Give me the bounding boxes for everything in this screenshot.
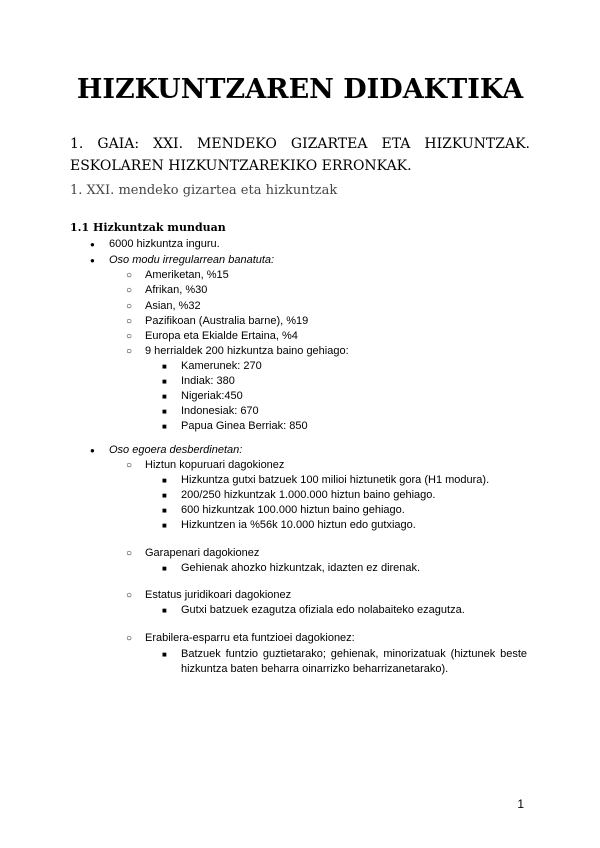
list-item: ○ Pazifikoan (Australia barne), %19	[145, 314, 308, 329]
list-item: ■ Batzuek funtzio guztietarako; gehienak, minorizatuak (hiztunek beste hizkuntza baten beharra oinarrizko beharrizanetarako).	[181, 647, 527, 677]
page-number: 1	[517, 797, 524, 811]
list-item: ■ Hizkuntzen ia %56k 10.000 hiztun edo gutxiago.	[181, 518, 416, 533]
list-item: ■ Nigeriak:450	[181, 389, 243, 404]
list-item: ○ Hiztun kopuruari dagokionez	[145, 458, 284, 473]
list-item: ■ Gutxi batzuek ezagutza ofiziala edo nolabaiteko ezagutza.	[181, 603, 465, 618]
list-item: ■ 200/250 hizkuntzak 1.000.000 hiztun baino gehiago.	[181, 488, 435, 503]
list-item: ○ Erabilera-esparru eta funtzioei dagokionez:	[145, 631, 355, 646]
list-item: ■ Gehienak ahozko hizkuntzak, idazten ez direnak.	[181, 561, 420, 576]
list-item: ○ Afrikan, %30	[145, 283, 207, 298]
list-item: ○ Ameriketan, %15	[145, 268, 229, 283]
document-title: HIZKUNTZAREN DIDAKTIKA	[76, 74, 524, 105]
list-item: ■ Indiak: 380	[181, 374, 235, 389]
list-item: ● 6000 hizkuntza inguru.	[109, 237, 220, 252]
section-heading: 1. XXI. mendeko gizartea eta hizkuntzak	[70, 183, 338, 198]
list-item: ■ Indonesiak: 670	[181, 404, 259, 419]
subsection-heading: 1.1 Hizkuntzak munduan	[70, 221, 226, 234]
list-item: ● Oso modu irregularrean banatuta:	[109, 253, 274, 268]
list-item: ○ 9 herrialdek 200 hizkuntza baino gehiago:	[145, 344, 349, 359]
list-item: ■ Hizkuntza gutxi batzuek 100 milioi hiztunetik gora (H1 modura).	[181, 473, 489, 488]
list-item: ○ Asian, %32	[145, 299, 201, 314]
list-item: ○ Estatus juridikoari dagokionez	[145, 588, 291, 603]
list-item: ○ Europa eta Ekialde Ertaina, %4	[145, 329, 298, 344]
list-item: ○ Garapenari dagokionez	[145, 546, 259, 561]
list-item: ● Oso egoera desberdinetan:	[109, 443, 242, 458]
list-item: ■ Kamerunek: 270	[181, 359, 262, 374]
list-item: ■ Papua Ginea Berriak: 850	[181, 419, 308, 434]
list-item: ■ 600 hizkuntzak 100.000 hiztun baino gehiago.	[181, 503, 405, 518]
chapter-heading: 1. GAIA: XXI. MENDEKO GIZARTEA ETA HIZKUNTZAK. ESKOLAREN HIZKUNTZAREKIKO ERRONKAK.	[70, 136, 530, 174]
